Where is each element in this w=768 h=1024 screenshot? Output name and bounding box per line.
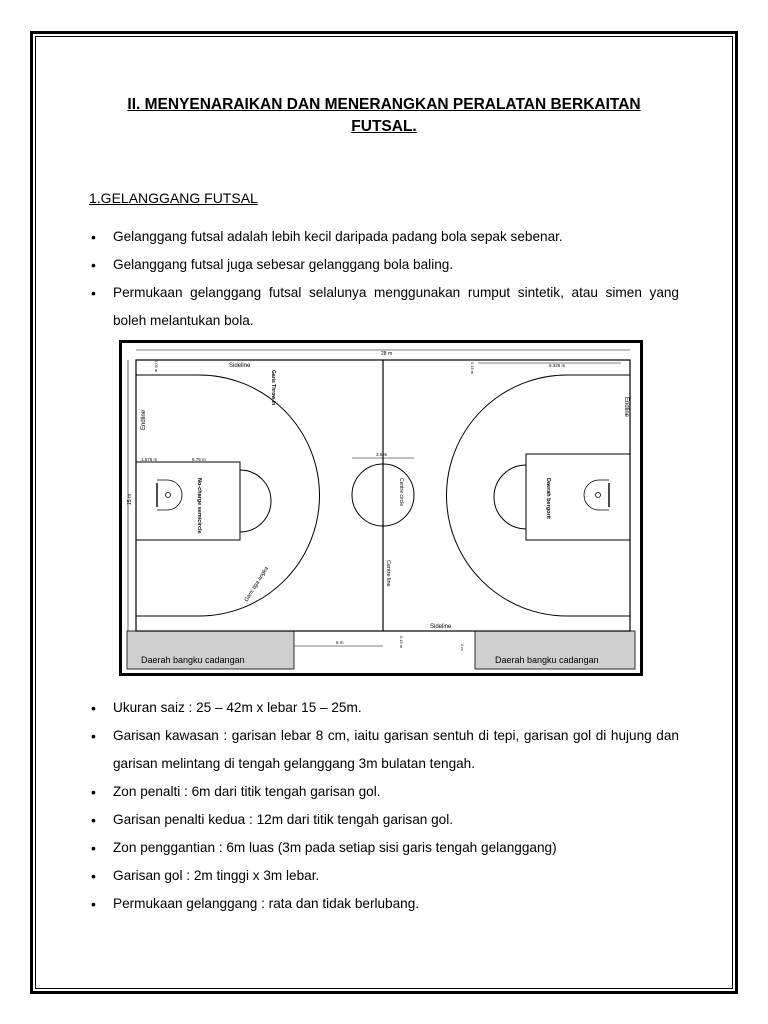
page-title-line1: II. MENYENARAIKAN DAN MENERANGKAN PERALATAN BERKAITAN xyxy=(127,96,641,113)
list-item: • Gelanggang futsal juga sebesar gelanggang bola baling. xyxy=(89,251,679,279)
list-item: • Permukaan gelanggang : rata dan tidak berlubang. xyxy=(89,890,679,918)
page-title xyxy=(60,94,708,138)
dim-top-gap-right: 0.15 m xyxy=(470,362,475,375)
dim-1575: 1.575 m xyxy=(141,457,158,462)
list-item: • Garisan gol : 2m tinggi x 3m lebar. xyxy=(89,862,679,890)
dim-bottom-015: 0.15 m xyxy=(399,636,404,649)
dim-centre-circle: 3.6 m xyxy=(376,452,388,457)
label-endline-left: Endline xyxy=(141,409,147,430)
dim-right: 6.325 m xyxy=(549,363,566,368)
list-item: • Garisan kawasan : garisan lebar 8 cm, iaitu garisan sentuh di tepi, garisan gol di hujung dan garisan melintang di tengah gelanggang 3m bulatan tengah. xyxy=(89,722,679,778)
dim-width: 15 m xyxy=(127,493,133,505)
list-item: • Permukaan gelanggang futsal selalunya menggunakan rumput sintetik, atau simen yang boleh melantukan bola. xyxy=(89,279,679,335)
dim-bottom-2m: 2 m xyxy=(460,644,465,651)
bench-label-left: Daerah bangku cadangan xyxy=(141,655,245,665)
dim-675: 6.75 m xyxy=(192,457,206,462)
section-heading: 1.GELANGGANG FUTSAL xyxy=(89,190,258,206)
label-endline-right: Endline xyxy=(623,397,629,418)
dim-length: 28 m xyxy=(381,351,393,357)
dim-top-gap: 0.05 m xyxy=(154,360,159,373)
list-item: • Gelanggang futsal adalah lebih kecil daripada padang bola sepak sebenar. xyxy=(89,223,679,251)
futsal-court-diagram xyxy=(119,340,643,676)
label-daerah-bergorit: Daerah bergorit xyxy=(545,478,551,519)
bullet-list-details xyxy=(89,694,679,918)
label-garis-throw-in: Garis Throw-in xyxy=(270,370,276,406)
label-no-charge: No-charge semicircle xyxy=(196,478,202,534)
list-item: • Garisan penalti kedua : 12m dari titik tengah garisan gol. xyxy=(89,806,679,834)
label-garis-tiga-angka: Garis tiga angka xyxy=(243,565,270,604)
dim-bottom-5m: 5 m xyxy=(336,640,344,645)
label-centre-circle: Centre circle xyxy=(398,478,404,507)
bullet-list-intro xyxy=(89,223,679,335)
label-sideline-top: Sideline xyxy=(229,363,251,369)
page-title-line2: FUTSAL. xyxy=(351,118,417,135)
bench-label-right: Daerah bangku cadangan xyxy=(495,655,599,665)
list-item: • Zon penggantian : 6m luas (3m pada setiap sisi garis tengah gelanggang) xyxy=(89,834,679,862)
list-item: • Ukuran saiz : 25 – 42m x lebar 15 – 25m. xyxy=(89,694,679,722)
label-sideline-bottom: Sideline xyxy=(430,624,452,630)
label-centre-line: Centre line xyxy=(385,560,391,587)
list-item: • Zon penalti : 6m dari titik tengah garisan gol. xyxy=(89,778,679,806)
